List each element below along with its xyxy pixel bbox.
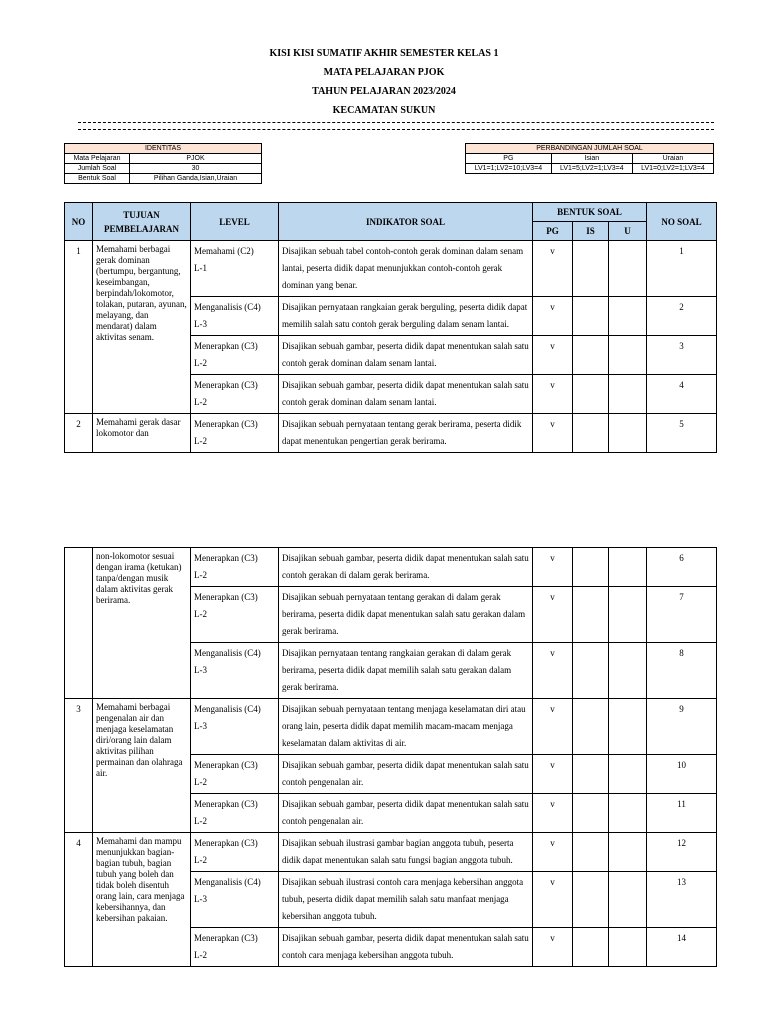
cell-no-soal: 11	[647, 794, 717, 833]
level-name: Menerapkan (C3)	[194, 380, 258, 390]
cell-indikator: Disajikan sebuah pernyataan tentang gerak berirama, peserta didik dapat menentukan pengertian gerak berirama.	[279, 414, 533, 453]
cell-indikator: Disajikan sebuah tabel contoh-contoh gerak dominan dalam senam lantai, peserta didik dapat menunjukkan contoh-contoh gerak dominan yang benar.	[279, 241, 533, 297]
cell-no-soal: 10	[647, 755, 717, 794]
cell-is	[573, 699, 609, 755]
perbandingan-table	[465, 143, 714, 174]
cell-pg: v	[533, 755, 573, 794]
cell-level	[191, 928, 279, 967]
cell-no-soal: 9	[647, 699, 717, 755]
cell-pg: v	[533, 336, 573, 375]
perbandingan-header: Uraian	[632, 154, 713, 164]
cell-level	[191, 414, 279, 453]
cell-u	[609, 833, 647, 872]
level-code: L-2	[194, 777, 207, 787]
identitas-title: IDENTITAS	[65, 144, 262, 154]
cell-no: 3	[65, 699, 93, 833]
level-code: L-2	[194, 358, 207, 368]
title-line-1: KISI KISI SUMATIF AKHIR SEMESTER KELAS 1	[269, 48, 499, 59]
level-code: L-2	[194, 950, 207, 960]
header-bentuk-soal: BENTUK SOAL	[533, 203, 647, 222]
cell-level	[191, 297, 279, 336]
table-row	[65, 833, 717, 872]
cell-level	[191, 755, 279, 794]
cell-no-soal: 13	[647, 872, 717, 928]
cell-level	[191, 643, 279, 699]
cell-indikator: Disajikan sebuah gambar, peserta didik dapat menentukan salah satu contoh cara menjaga kebersihan anggota tubuh.	[279, 928, 533, 967]
level-name: Menerapkan (C3)	[194, 341, 258, 351]
cell-tujuan: Memahami dan mampu menunjukkan bagian-bagian tubuh, bagian tubuh yang boleh dan tidak boleh disentuh orang lain, cara menjaga kebersihannya, dan kebersihan pakaian.	[93, 833, 191, 967]
level-code: L-3	[194, 894, 207, 904]
cell-is	[573, 794, 609, 833]
level-code: L-2	[194, 397, 207, 407]
identitas-label: Jumlah Soal	[65, 164, 130, 174]
identitas-value: Pilihan Ganda,Isian,Uraian	[130, 174, 262, 184]
kisi-kisi-table-page-1	[64, 202, 717, 453]
level-name: Menerapkan (C3)	[194, 799, 258, 809]
table-row	[65, 548, 717, 587]
level-code: L-3	[194, 721, 207, 731]
cell-indikator: Disajikan sebuah gambar, peserta didik dapat menentukan salah satu contoh pengenalan air.	[279, 755, 533, 794]
cell-no-soal: 7	[647, 587, 717, 643]
identitas-label: Bentuk Soal	[65, 174, 130, 184]
cell-is	[573, 241, 609, 297]
cell-is	[573, 643, 609, 699]
cell-pg: v	[533, 297, 573, 336]
header-u: U	[609, 222, 647, 241]
level-name: Menganalisis (C4)	[194, 302, 261, 312]
cell-no: 4	[65, 833, 93, 967]
level-name: Menganalisis (C4)	[194, 877, 261, 887]
cell-pg: v	[533, 928, 573, 967]
cell-tujuan: Memahami berbagai gerak dominan (bertumpu, bergantung, keseimbangan, berpindah/lokomotor, tolakan, putaran, ayunan, melayang, dan mendarat) dalam aktivitas senam.	[93, 241, 191, 414]
perbandingan-value: LV1=5;LV2=1;LV3=4	[551, 164, 632, 174]
title-line-4: KECAMATAN SUKUN	[332, 105, 436, 116]
cell-u	[609, 643, 647, 699]
cell-level	[191, 699, 279, 755]
cell-tujuan: Memahami gerak dasar lokomotor dan	[93, 414, 191, 453]
cell-is	[573, 755, 609, 794]
cell-no-soal: 5	[647, 414, 717, 453]
cell-indikator: Disajikan sebuah pernyataan tentang menjaga keselamatan diri atau orang lain, peserta didik dapat memilih macam-macam menjaga keselamatan dalam aktivitas di air.	[279, 699, 533, 755]
level-name: Menerapkan (C3)	[194, 419, 258, 429]
cell-is	[573, 375, 609, 414]
table-row	[65, 414, 717, 453]
cell-level	[191, 375, 279, 414]
level-name: Memahami (C2)	[194, 246, 254, 256]
cell-no-soal: 3	[647, 336, 717, 375]
cell-level	[191, 241, 279, 297]
perbandingan-header: Isian	[551, 154, 632, 164]
cell-pg: v	[533, 872, 573, 928]
cell-u	[609, 336, 647, 375]
identitas-label: Mata Pelajaran	[65, 154, 130, 164]
cell-pg: v	[533, 414, 573, 453]
cell-no-soal: 6	[647, 548, 717, 587]
cell-u	[609, 297, 647, 336]
level-code: L-2	[194, 570, 207, 580]
level-name: Menerapkan (C3)	[194, 760, 258, 770]
cell-u	[609, 794, 647, 833]
cell-pg: v	[533, 587, 573, 643]
cell-u	[609, 375, 647, 414]
identitas-value: PJOK	[130, 154, 262, 164]
level-code: L-1	[194, 263, 207, 273]
cell-no-soal: 4	[647, 375, 717, 414]
cell-indikator: Disajikan sebuah pernyataan tentang gerakan di dalam gerak berirama, peserta didik dapat menentukan salah satu gerakan dalam gerak berirama.	[279, 587, 533, 643]
cell-pg: v	[533, 643, 573, 699]
cell-no-soal: 2	[647, 297, 717, 336]
cell-is	[573, 587, 609, 643]
table-row	[65, 241, 717, 297]
cell-indikator: Disajikan sebuah ilustrasi contoh cara menjaga kebersihan anggota tubuh, peserta didik dapat memilih salah satu manfaat menjaga kebersihan anggota tubuh.	[279, 872, 533, 928]
table-body	[65, 548, 717, 967]
cell-level	[191, 587, 279, 643]
cell-is	[573, 833, 609, 872]
separator-line	[78, 122, 714, 130]
cell-indikator: Disajikan pernyataan rangkaian gerak berguling, peserta didik dapat memilih salah satu contoh gerak berguling dalam senam lantai.	[279, 297, 533, 336]
header-level: LEVEL	[191, 203, 279, 241]
cell-u	[609, 872, 647, 928]
cell-indikator: Disajikan sebuah gambar, peserta didik dapat menentukan salah satu contoh gerakan di dalam gerak berirama.	[279, 548, 533, 587]
title-line-3: TAHUN PELAJARAN 2023/2024	[312, 86, 456, 97]
header-no: NO	[65, 203, 93, 241]
perbandingan-title: PERBANDINGAN JUMLAH SOAL	[466, 144, 714, 154]
cell-pg: v	[533, 833, 573, 872]
cell-no-soal: 12	[647, 833, 717, 872]
level-name: Menganalisis (C4)	[194, 704, 261, 714]
cell-u	[609, 755, 647, 794]
level-code: L-2	[194, 816, 207, 826]
identitas-table	[64, 143, 262, 184]
cell-pg: v	[533, 699, 573, 755]
header-pg: PG	[533, 222, 573, 241]
document-title	[0, 44, 768, 120]
cell-is	[573, 336, 609, 375]
cell-indikator: Disajikan sebuah gambar, peserta didik dapat menentukan salah satu contoh gerak dominan dalam senam lantai.	[279, 336, 533, 375]
level-code: L-2	[194, 436, 207, 446]
cell-tujuan: Memahami berbagai pengenalan air dan menjaga keselamatan diri/orang lain dalam aktivitas pilihan permainan dan olahraga air.	[93, 699, 191, 833]
cell-indikator: Disajikan sebuah gambar, peserta didik dapat menentukan salah satu contoh pengenalan air.	[279, 794, 533, 833]
cell-u	[609, 587, 647, 643]
level-name: Menerapkan (C3)	[194, 592, 258, 602]
cell-u	[609, 548, 647, 587]
cell-indikator: Disajikan sebuah gambar, peserta didik dapat menentukan salah satu contoh gerak dominan dalam senam lantai.	[279, 375, 533, 414]
cell-pg: v	[533, 794, 573, 833]
cell-indikator: Disajikan pernyataan tentang rangkaian gerakan di dalam gerak berirama, peserta didik dapat memilih salah satu gerakan dalam gerak berirama.	[279, 643, 533, 699]
cell-indikator: Disajikan sebuah ilustrasi gambar bagian anggota tubuh, peserta didik dapat menentukan salah satu fungsi bagian anggota tubuh.	[279, 833, 533, 872]
cell-is	[573, 414, 609, 453]
level-code: L-2	[194, 609, 207, 619]
perbandingan-value: LV1=1;LV2=10;LV3=4	[466, 164, 552, 174]
perbandingan-value: LV1=0;LV2=1;LV3=4	[632, 164, 713, 174]
cell-level	[191, 833, 279, 872]
level-name: Menerapkan (C3)	[194, 933, 258, 943]
cell-level	[191, 336, 279, 375]
level-name: Menerapkan (C3)	[194, 553, 258, 563]
cell-no-soal: 8	[647, 643, 717, 699]
level-code: L-3	[194, 665, 207, 675]
title-line-2: MATA PELAJARAN PJOK	[323, 67, 445, 78]
header-tujuan: TUJUAN PEMBELAJARAN	[93, 203, 191, 241]
level-name: Menerapkan (C3)	[194, 838, 258, 848]
cell-is	[573, 297, 609, 336]
cell-no: 1	[65, 241, 93, 414]
cell-level	[191, 872, 279, 928]
cell-pg: v	[533, 241, 573, 297]
level-name: Menganalisis (C4)	[194, 648, 261, 658]
header-indikator: INDIKATOR SOAL	[279, 203, 533, 241]
level-code: L-3	[194, 319, 207, 329]
level-code: L-2	[194, 855, 207, 865]
cell-no: 2	[65, 414, 93, 453]
cell-no-soal: 14	[647, 928, 717, 967]
cell-is	[573, 928, 609, 967]
cell-is	[573, 548, 609, 587]
cell-no-soal: 1	[647, 241, 717, 297]
header-no-soal: NO SOAL	[647, 203, 717, 241]
cell-u	[609, 699, 647, 755]
cell-pg: v	[533, 548, 573, 587]
cell-no	[65, 548, 93, 699]
cell-level	[191, 548, 279, 587]
cell-u	[609, 414, 647, 453]
cell-u	[609, 241, 647, 297]
cell-tujuan: non-lokomotor sesuai dengan irama (ketukan) tanpa/dengan musik dalam aktivitas gerak berirama.	[93, 548, 191, 699]
perbandingan-header: PG	[466, 154, 552, 164]
kisi-kisi-table-page-2	[64, 547, 717, 967]
cell-is	[573, 872, 609, 928]
table-body	[65, 241, 717, 453]
cell-pg: v	[533, 375, 573, 414]
cell-u	[609, 928, 647, 967]
cell-level	[191, 794, 279, 833]
identitas-value: 30	[130, 164, 262, 174]
table-row	[65, 699, 717, 755]
header-is: IS	[573, 222, 609, 241]
